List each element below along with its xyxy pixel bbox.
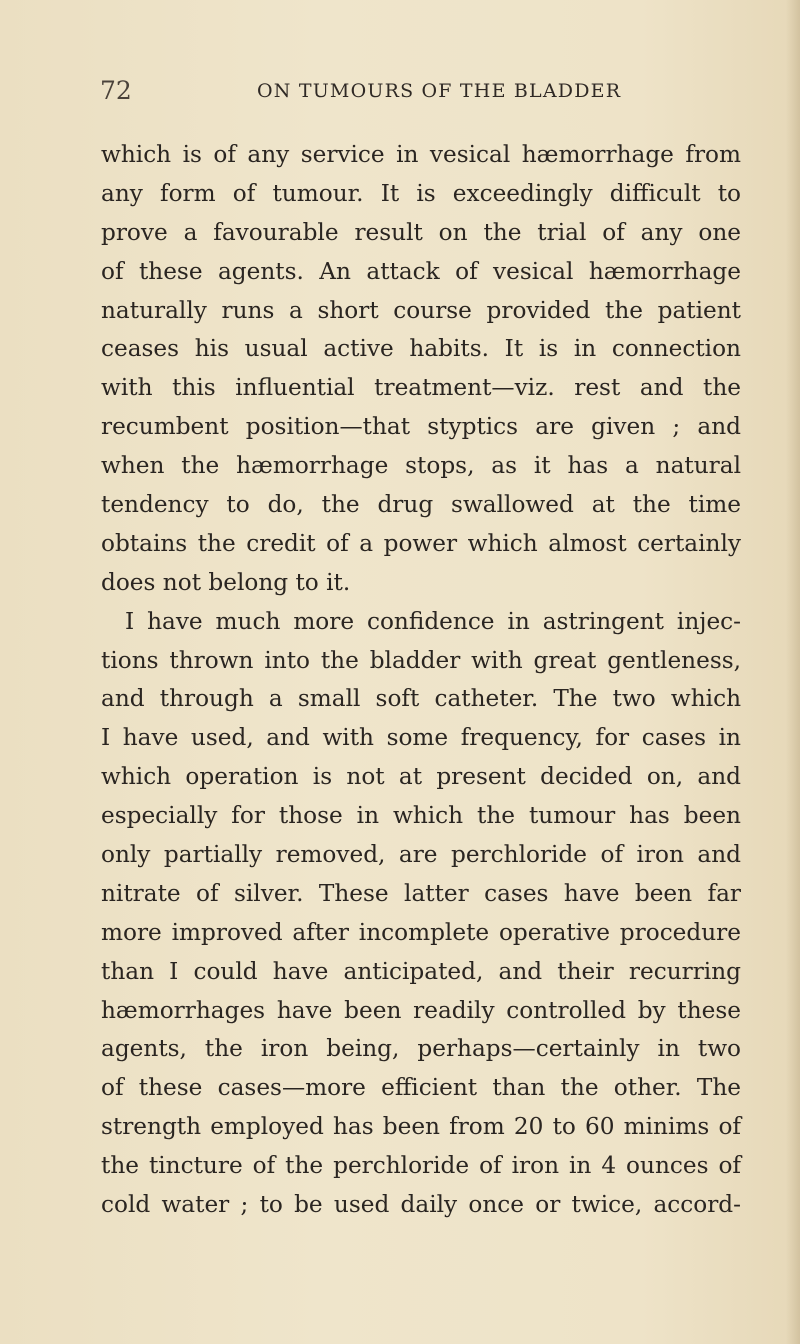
text-line: which is of any service in vesical hæmorrhage from	[101, 141, 741, 168]
text-line: prove a favourable result on the trial of any one	[101, 218, 741, 246]
text-line: of these agents. An attack of vesical hæmorrhage	[101, 257, 741, 285]
text-line: agents, the iron being, perhaps—certainly in two	[101, 1035, 741, 1063]
text-line: especially for those in which the tumour has been	[101, 802, 741, 830]
paragraph-end-line: does not belong to it.	[101, 568, 351, 596]
text-line: the tincture of the perchloride of iron in 4 ounces of	[101, 1152, 741, 1180]
text-line: naturally runs a short course provided the patient	[101, 296, 741, 324]
body-text	[101, 136, 741, 1225]
text-line: strength employed has been from 20 to 60 minims of	[101, 1113, 741, 1141]
text-line: than I could have anticipated, and their recurring	[101, 957, 741, 985]
text-line: more improved after incomplete operative procedure	[101, 918, 741, 946]
text-line: when the hæmorrhage stops, as it has a natural	[101, 452, 741, 480]
running-title: ON TUMOURS OF THE BLADDER	[257, 80, 622, 102]
text-line: recumbent position—that styptics are given ; and	[101, 413, 741, 441]
text-line: I have used, and with some frequency, for cases in	[101, 724, 741, 752]
text-line: with this influential treatment—viz. rest and the	[101, 374, 741, 402]
text-line: tendency to do, the drug swallowed at the time	[101, 491, 741, 519]
text-line: and through a small soft catheter. The two which	[101, 685, 741, 713]
paragraph-start-line: I have much more confidence in astringent injec-	[125, 607, 741, 635]
text-line: nitrate of silver. These latter cases have been far	[101, 879, 741, 907]
text-line: tions thrown into the bladder with great gentleness,	[101, 646, 741, 674]
text-line: which operation is not at present decided on, and	[101, 763, 741, 791]
page-edge-shadow	[786, 0, 800, 1344]
text-line: obtains the credit of a power which almost certainly	[101, 529, 741, 557]
text-line: any form of tumour. It is exceedingly difficult to	[101, 179, 741, 207]
page-number: 72	[100, 76, 132, 105]
text-line: only partially removed, are perchloride of iron and	[101, 841, 741, 869]
text-line: of these cases—more efficient than the other. The	[101, 1074, 741, 1102]
text-line: ceases his usual active habits. It is in connection	[101, 335, 741, 363]
text-line: hæmorrhages have been readily controlled by these	[101, 996, 741, 1024]
running-head	[100, 76, 740, 116]
text-line: cold water ; to be used daily once or twice, accord-	[101, 1191, 741, 1219]
